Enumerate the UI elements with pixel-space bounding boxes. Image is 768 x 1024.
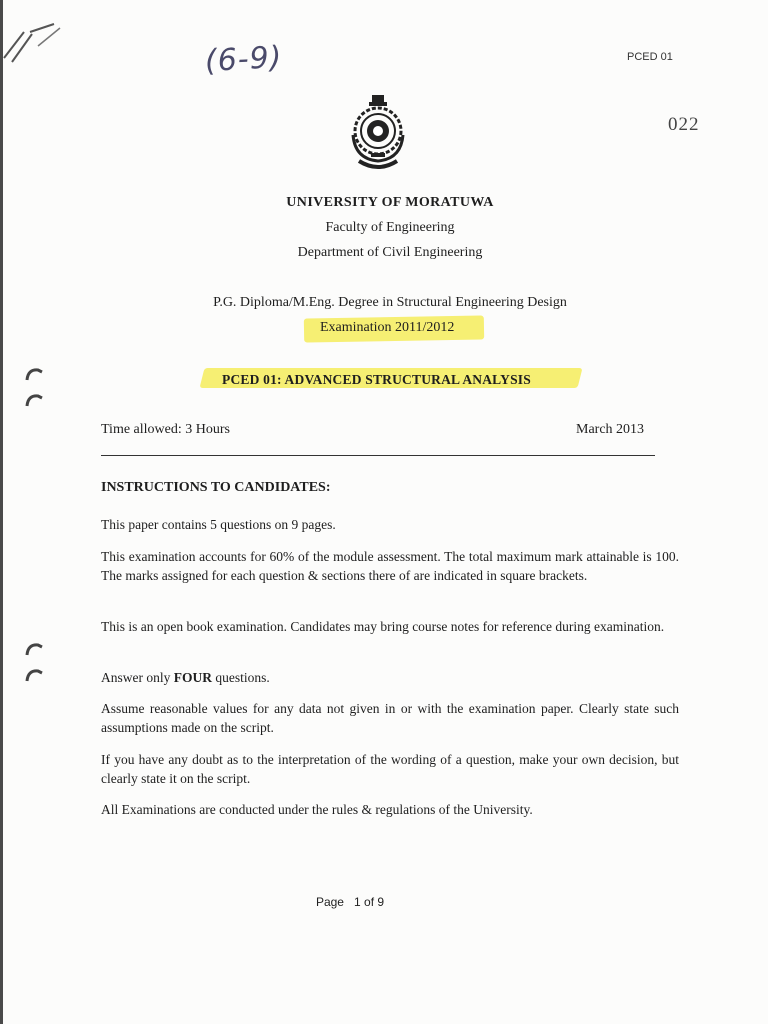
department-name: Department of Civil Engineering bbox=[297, 245, 483, 260]
instruction-pages: This paper contains 5 questions on 9 pages. bbox=[101, 517, 336, 532]
page-number: 1 bbox=[353, 895, 361, 909]
header-divider bbox=[101, 455, 655, 456]
university-seal-icon bbox=[345, 93, 411, 173]
page-footer bbox=[0, 895, 700, 909]
university-name: UNIVERSITY OF MORATUWA bbox=[286, 195, 494, 210]
time-allowed: Time allowed: 3 Hours bbox=[101, 422, 230, 437]
examination-year: Examination 2011/2012 bbox=[320, 320, 455, 335]
course-title: PCED 01: ADVANCED STRUCTURAL ANALYSIS bbox=[222, 372, 531, 387]
scan-edge bbox=[0, 0, 3, 1024]
degree-title: P.G. Diploma/M.Eng. Degree in Structural Engineering Design bbox=[213, 295, 567, 310]
binder-clip-icon bbox=[24, 392, 44, 412]
answer-prefix: Answer only bbox=[101, 670, 174, 685]
total-pages: 9 bbox=[377, 895, 385, 909]
binder-clip-icon bbox=[24, 366, 44, 386]
of-label: of bbox=[364, 895, 375, 909]
instruction-assessment: This examination accounts for 60% of the module assessment. The total maximum mark attainable is 100. The marks assigned for each question & sections there of are indicated in square brackets. bbox=[101, 549, 679, 583]
answer-count: FOUR bbox=[173, 670, 212, 685]
instruction-answer-count bbox=[101, 668, 679, 687]
handwritten-tick-mark bbox=[2, 20, 62, 70]
page-label: Page bbox=[315, 895, 344, 909]
handwritten-page-range: (6-9) bbox=[204, 39, 284, 80]
binder-clip-icon bbox=[24, 667, 44, 687]
binder-clip-icon bbox=[24, 641, 44, 661]
instruction-assumptions: Assume reasonable values for any data not given in or with the examination paper. Clearly state such assumptions made on the script. bbox=[101, 701, 679, 735]
instruction-regulations: All Examinations are conducted under the rules & regulations of the University. bbox=[101, 802, 533, 817]
instruction-doubt: If you have any doubt as to the interpretation of the wording of a question, make your own decision, but clearly state it on the script. bbox=[101, 752, 679, 786]
instruction-open-book: This is an open book examination. Candidates may bring course notes for reference during examination. bbox=[101, 619, 665, 634]
script-number: 022 bbox=[668, 114, 700, 135]
instructions-heading: INSTRUCTIONS TO CANDIDATES: bbox=[101, 480, 331, 495]
answer-suffix: questions. bbox=[212, 670, 270, 685]
faculty-name: Faculty of Engineering bbox=[325, 220, 455, 235]
paper-code: PCED 01 bbox=[627, 51, 673, 63]
exam-date: March 2013 bbox=[576, 422, 645, 437]
